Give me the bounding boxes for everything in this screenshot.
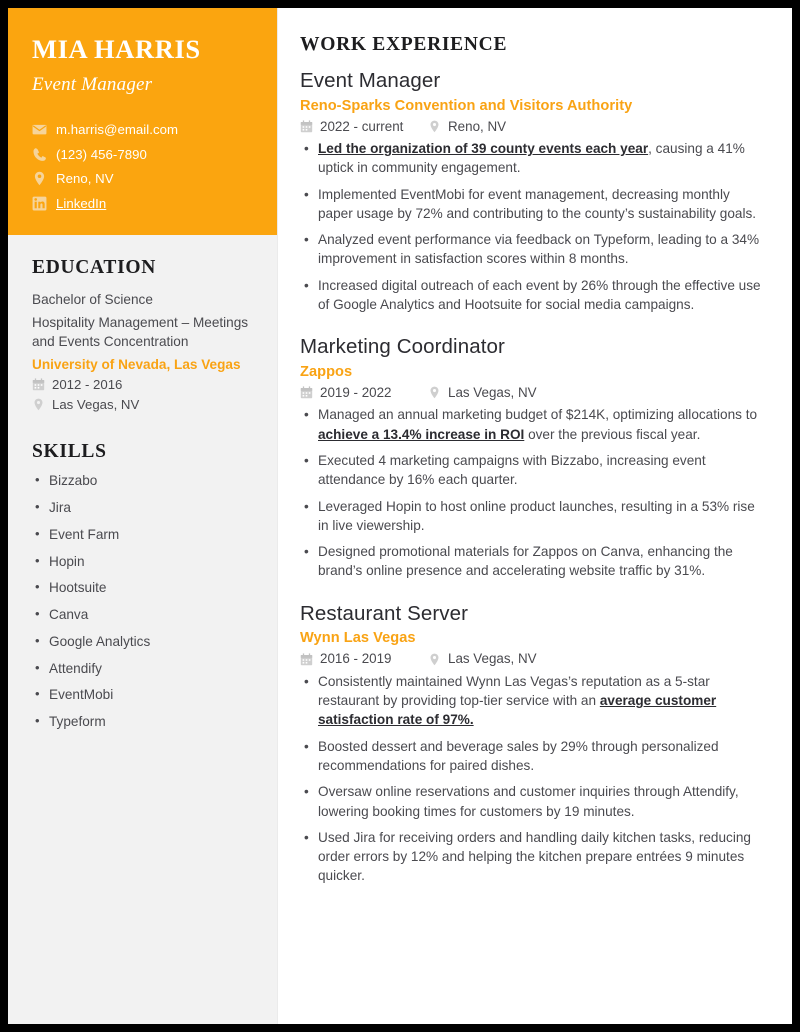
- skills-list: [32, 474, 253, 729]
- contact-item-linkedin[interactable]: [32, 196, 253, 211]
- skill-item: • EventMobi: [32, 688, 253, 702]
- education-dates-row: [32, 378, 253, 391]
- job-title: Event Manager: [300, 69, 441, 92]
- job-dates: 2022 - current: [320, 118, 404, 134]
- job-entry: [300, 68, 766, 314]
- job-location: Reno, NV: [448, 118, 507, 134]
- job-bullet: • Consistently maintained Wynn Las Vegas’s reputation as a 5-star restaurant by providing top-tier service with an average customer satisfaction rate of 97%.: [300, 672, 766, 730]
- bullet-highlight: average customer satisfaction rate of 97%.: [318, 693, 717, 728]
- location-pin-icon: [428, 386, 441, 399]
- job-meta: [300, 386, 766, 399]
- job-title: Marketing Coordinator: [300, 335, 505, 359]
- education-location-row: [32, 398, 253, 411]
- job-meta: [300, 120, 766, 133]
- job-meta: [300, 652, 766, 665]
- skill-item: • Hootsuite: [32, 581, 253, 595]
- skill-item: • Jira: [32, 501, 253, 515]
- skills-heading: SKILLS: [32, 441, 107, 463]
- education-heading: EDUCATION: [32, 257, 157, 278]
- job-dates-cell: [300, 652, 428, 665]
- location-pin-icon: [32, 398, 45, 411]
- job-bullet: • Analyzed event performance via feedback on Typeform, leading to a 34% improvement in satisfaction scores within 8 months.: [300, 230, 766, 269]
- job-bullet: • Implemented EventMobi for event management, decreasing monthly paper usage by 72% and contributing to the county’s sustainability goals.: [300, 185, 766, 224]
- job-bullet: • Managed an annual marketing budget of $214K, optimizing allocations to achieve a 13.4% increase in ROI over the previous fiscal year.: [300, 405, 766, 444]
- job-bullets: [300, 139, 766, 314]
- location-pin-icon: [32, 171, 47, 186]
- education-school: University of Nevada, Las Vegas: [32, 357, 241, 373]
- contact-text: m.harris@email.com: [56, 122, 179, 138]
- work-experience-heading: WORK EXPERIENCE: [300, 34, 508, 55]
- skill-item: • Google Analytics: [32, 635, 253, 649]
- contact-text[interactable]: LinkedIn: [56, 195, 107, 211]
- skill-item: • Canva: [32, 608, 253, 622]
- job-entry: [300, 334, 766, 580]
- skill-item: • Hopin: [32, 555, 253, 569]
- sidebar: [8, 8, 278, 1024]
- main-content: [278, 8, 792, 1024]
- calendar-icon: [32, 378, 45, 391]
- bullet-highlight: achieve a 13.4% increase in ROI: [318, 426, 525, 442]
- resume-page: [8, 8, 792, 1024]
- contact-text: Reno, NV: [56, 171, 114, 187]
- contact-list: [32, 122, 253, 211]
- education-location: Las Vegas, NV: [52, 397, 140, 413]
- education-entry: [32, 290, 253, 411]
- job-bullet: • Led the organization of 39 county events each year, causing a 41% uptick in community engagement.: [300, 139, 766, 178]
- job-bullet: • Increased digital outreach of each event by 26% through the effective use of Google Analytics and Hootsuite for social media campaigns.: [300, 276, 766, 315]
- contact-item-envelope: [32, 122, 253, 137]
- job-dates-cell: [300, 120, 428, 133]
- job-company: Zappos: [300, 364, 353, 380]
- skill-item: • Typeform: [32, 715, 253, 729]
- calendar-icon: [300, 120, 313, 133]
- job-company: Wynn Las Vegas: [300, 630, 416, 647]
- job-bullet: • Executed 4 marketing campaigns with Bizzabo, increasing event attendance by 16% each quarter.: [300, 451, 766, 490]
- candidate-name: MIA HARRIS: [32, 34, 201, 64]
- contact-text: (123) 456-7890: [56, 146, 147, 162]
- job-dates-cell: [300, 386, 428, 399]
- envelope-icon: [32, 122, 47, 137]
- contact-item-location-pin: [32, 171, 253, 186]
- location-pin-icon: [428, 653, 441, 666]
- calendar-icon: [300, 386, 313, 399]
- education-section: [32, 257, 253, 411]
- sidebar-header: [8, 8, 277, 235]
- linkedin-icon: [32, 196, 47, 211]
- job-location: Las Vegas, NV: [448, 651, 537, 667]
- job-dates: 2016 - 2019: [320, 651, 392, 667]
- skill-item: • Bizzabo: [32, 474, 253, 488]
- job-location-cell: [428, 386, 537, 399]
- job-bullet: • Oversaw online reservations and customer inquiries through Attendify, lowering booking times for customers by 19 minutes.: [300, 782, 766, 821]
- job-bullet: • Boosted dessert and beverage sales by 29% through personalized recommendations for paired dishes.: [300, 737, 766, 776]
- job-bullet: • Leveraged Hopin to host online product launches, resulting in a 53% rise in live viewership.: [300, 497, 766, 536]
- bullet-highlight: Led the organization of 39 county events each year: [318, 141, 649, 156]
- job-dates: 2019 - 2022: [320, 384, 392, 400]
- candidate-title: Event Manager: [32, 74, 153, 96]
- job-list: [300, 68, 766, 886]
- education-degree: Bachelor of Science: [32, 292, 153, 307]
- job-company: Reno-Sparks Convention and Visitors Authority: [300, 97, 633, 114]
- job-bullets: [300, 405, 766, 580]
- job-bullets: [300, 672, 766, 886]
- job-location-cell: [428, 652, 537, 665]
- job-location: Las Vegas, NV: [448, 384, 537, 400]
- location-pin-icon: [428, 120, 441, 133]
- calendar-icon: [300, 653, 313, 666]
- job-location-cell: [428, 120, 506, 133]
- skill-item: • Attendify: [32, 662, 253, 676]
- phone-icon: [32, 147, 47, 162]
- contact-item-phone: [32, 147, 253, 162]
- job-entry: [300, 601, 766, 886]
- job-bullet: • Designed promotional materials for Zappos on Canva, enhancing the brand’s online presence and accelerating website traffic by 31%.: [300, 542, 766, 581]
- education-dates: 2012 - 2016: [52, 376, 123, 392]
- sidebar-body: [8, 235, 277, 729]
- job-title: Restaurant Server: [300, 601, 469, 625]
- skill-item: • Event Farm: [32, 528, 253, 542]
- education-field: Hospitality Management – Meetings and Events Concentration: [32, 314, 249, 350]
- job-bullet: • Used Jira for receiving orders and handling daily kitchen tasks, reducing order errors by 12% and helping the kitchen prepare entrées 9 minutes quicker.: [300, 828, 766, 886]
- skills-section: [32, 441, 253, 729]
